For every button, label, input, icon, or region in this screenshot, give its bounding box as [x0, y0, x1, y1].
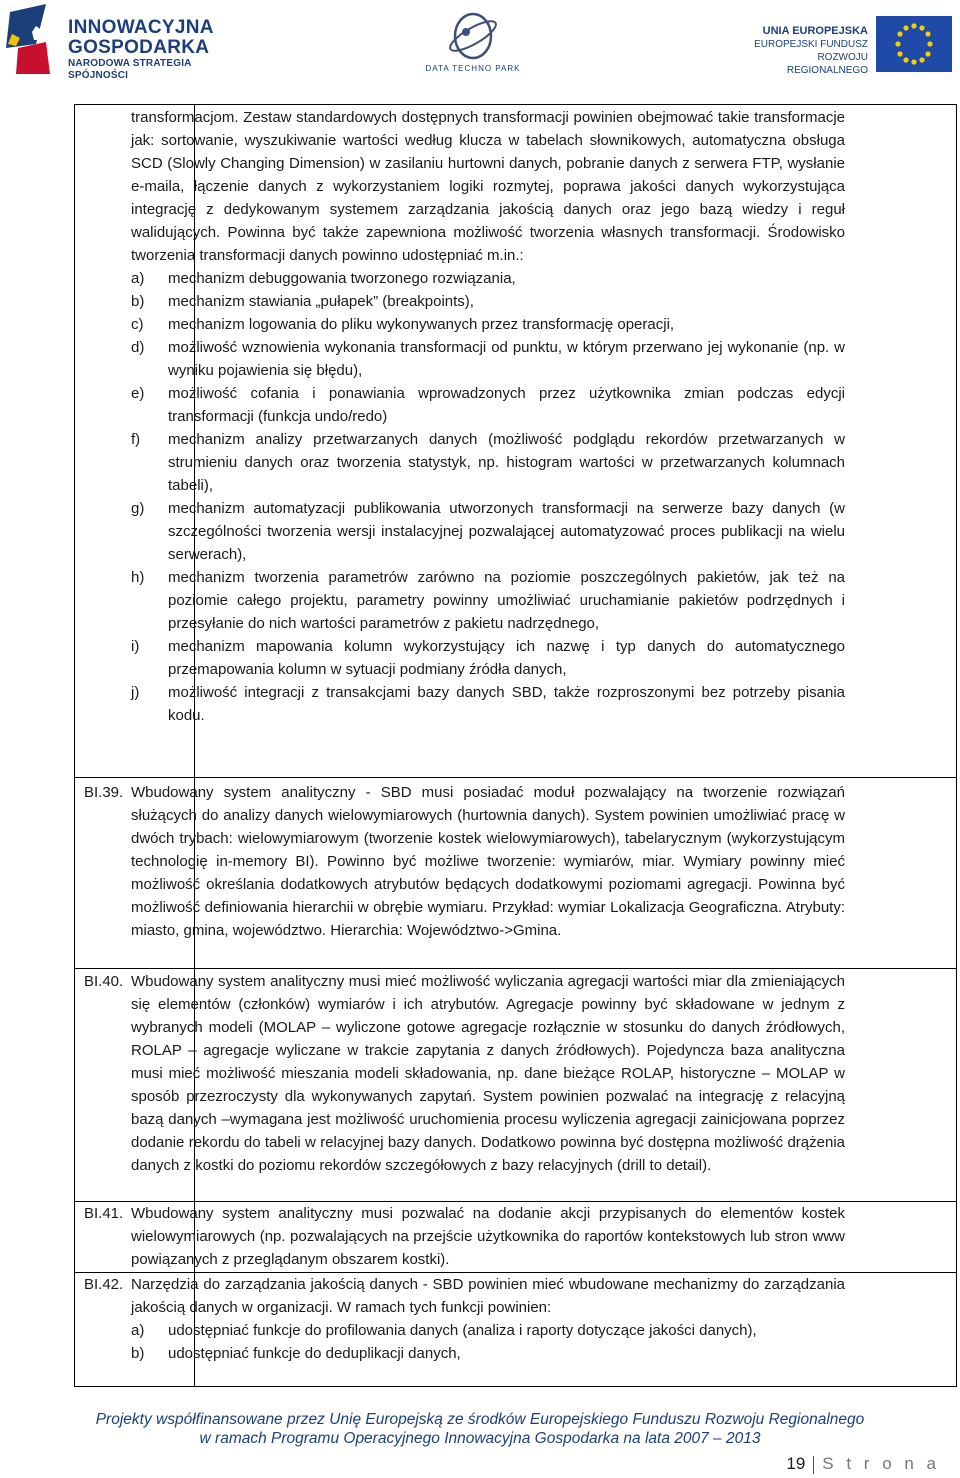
eu-flag-icon [876, 16, 952, 72]
list-item: f) mechanizm analizy przetwarzanych danych (możliwość podglądu rekordów przetwarzanych w strumieniu danych oraz tworzenia statystyk, np. histogram wartości w przetwarzanych kolumnach tabeli), [131, 431, 845, 494]
page-footer [0, 1410, 960, 1448]
innowacyjna-gospodarka-logo [6, 4, 246, 81]
page-number-value: 19 [786, 1454, 806, 1473]
table-row [131, 781, 845, 942]
list-item: e) możliwość cofania i ponawiania wprowadzonych przez użytkownika zmian podczas edycji transformacji (funkcja undo/redo) [131, 385, 845, 425]
table-row [131, 970, 845, 1177]
page-header [0, 0, 960, 90]
list-item: i) mechanizm mapowania kolumn wykorzystujący ich nazwę i typ danych do automatycznego przemapowania kolumn w sytuacji podmiany źródła danych, [131, 638, 845, 678]
mid-logo-text: DATA TECHNO PARK [425, 64, 521, 73]
list-item: g) mechanizm automatyzacji publikowania utworzonych transformacji na serwerze bazy danych (w szczególności tworzenia wersji instalacyjnej pozwalającej automatyzować proces publikacji na wielu serwerach), [131, 500, 845, 563]
list-item: b) mechanizm stawiania „pułapek” (breakpoints), [131, 293, 474, 310]
row-id: BI.40. [84, 973, 124, 990]
page-word: S t r o n a [822, 1454, 940, 1473]
list-item: d) możliwość wznowienia wykonania transformacji od punktu, w którym przerwano jej wykonanie (np. w wyniku pojawienia się błędu), [131, 339, 845, 379]
eu-line3: ROZWOJU REGIONALNEGO [786, 52, 868, 76]
list-item: h) mechanizm tworzenia parametrów zarówno na poziomie poszczególnych pakietów, jak też na poziomie całego projektu, parametry powinny umożliwiać uruchamianie pakietów podrzędnych i przesyłanie do nich wartości parametrów z pakietu nadrzędnego, [131, 569, 845, 632]
row-description: Wbudowany system analityczny musi mieć możliwość wyliczania agregacji wartości miar dla zmieniających się elementów (członków) wymiarów i ich atrybutów. Agregacje powinny być składowane w jednym z wybranych modeli (MOLAP – wyliczone gotowe agregacje rozłącznie w stosunku do danych źródłowych, ROLAP – agregacje wyliczane w trakcie zapytania z danych źródłowych). Pojedyncza baza analityczna musi mieć możliwość mieszania modeli składowania, np. dane bieżące ROLAP, historyczne – MOLAP w sposób przezroczysty dla wykonywanych zapytań. System powinien pozwalać na integrację z relacyjną bazą danych –wymagana jest możliwość uruchomienia procesu wyliczenia agregacji zainicjowana poprzez dodanie rekordu do tabeli w relacyjnej bazy danych. Dodatkowo powinna być dostępna możliwość drążenia danych z kostki do poziomu rekordów szczegółowych z bazy relacyjnych (drill to detail). [131, 973, 845, 1174]
table-row [131, 106, 845, 727]
logo-line2: GOSPODARKA [68, 37, 210, 58]
row-description: Wbudowany system analityczny musi pozwalać na dodanie akcji przypisanych do elementów kostek wielowymiarowych (np. pozwalających na przejście użytkownika do raportów kontekstowych lub stron www powiązanych z przeglądanym obszarem kostki). [131, 1205, 845, 1268]
row-id: BI.39. [84, 784, 124, 801]
list-item: b) udostępniać funkcje do deduplikacji danych, [131, 1345, 461, 1362]
data-techno-park-logo [418, 10, 528, 78]
row-id: BI.41. [84, 1205, 124, 1222]
logo-line3: NARODOWA STRATEGIA SPÓJNOŚCI [68, 58, 192, 81]
eu-line1: UNIA EUROPEJSKA [762, 25, 868, 37]
atom-icon [418, 10, 528, 64]
logo-line1: INNOWACYJNA [68, 17, 214, 38]
eu-logo [728, 14, 954, 78]
list-item: c) mechanizm logowania do pliku wykonywanych przez transformację operacji, [131, 316, 675, 333]
row-description: Narzędzia do zarządzania jakością danych - SBD powinien mieć wbudowane mechanizmy do zarządzania jakością danych w organizacji. W ramach tych funkcji powinien: [131, 1276, 845, 1316]
footer-line1: Projekty współfinansowane przez Unię Europejską ze środków Europejskiego Funduszu Rozwoju Regionalnego [95, 1411, 865, 1428]
ig-emblem-icon [6, 4, 62, 76]
row-description: Wbudowany system analityczny - SBD musi posiadać moduł pozwalający na tworzenie rozwiązań służących do analizy danych wielowymiarowych (hurtownia danych). System powinien umożliwiać pracę w dwóch trybach: wielowymiarowym (tworzenie kostek wielowymiarowych), tabelarycznym (wykorzystującym technologię in-memory BI). Powinno być możliwe tworzenie: wymiarów, miar. Wymiary powinny mieć możliwość określania dodatkowych atrybutów będących dodatkowymi poziomami agregacji. Powinna być możliwość definiowania hierarchii w obrębie wymiaru. Przykład: wymiar Lokalizacja Geograficzna. Atrybuty: miasto, gmina, województwo. Hierarchia: Województwo->Gmina. [131, 784, 845, 939]
table-row [131, 1202, 845, 1271]
eu-line2: EUROPEJSKI FUNDUSZ [754, 39, 868, 50]
page-number [786, 1454, 940, 1474]
list-item: a) mechanizm debuggowania tworzonego rozwiązania, [131, 270, 516, 287]
list-item: j) możliwość integracji z transakcjami bazy danych SBD, także rozproszonymi bez potrzeby pisania kodu. [131, 684, 845, 724]
list-item: a) udostępniać funkcje do profilowania danych (analiza i raporty dotyczące jakości danych), [131, 1322, 757, 1339]
table-row [131, 1273, 845, 1365]
row-id: BI.42. [84, 1276, 124, 1293]
footer-line2: w ramach Programu Operacyjnego Innowacyjna Gospodarka na lata 2007 – 2013 [199, 1430, 761, 1447]
row-description: transformacjom. Zestaw standardowych dostępnych transformacji powinien obejmować takie transformacje jak: sortowanie, wyszukiwanie wartości według klucza w tabelach słownikowych, automatyczna obsługa SCD (Slowly Changing Dimension) w zasilaniu hurtowni danych, pobranie danych z serwera FTP, wysłanie e-maila, łączenie danych z wykorzystaniem logiki rozmytej, poprawa jakości danych wykorzystująca integrację z dedykowanym systemem zarządzania jakością danych oraz jego bazą wiedzy i reguł walidujących. Powinna być także zapewniona możliwość tworzenia własnych transformacji. Środowisko tworzenia transformacji danych powinno udostępniać m.in.: [131, 109, 845, 264]
